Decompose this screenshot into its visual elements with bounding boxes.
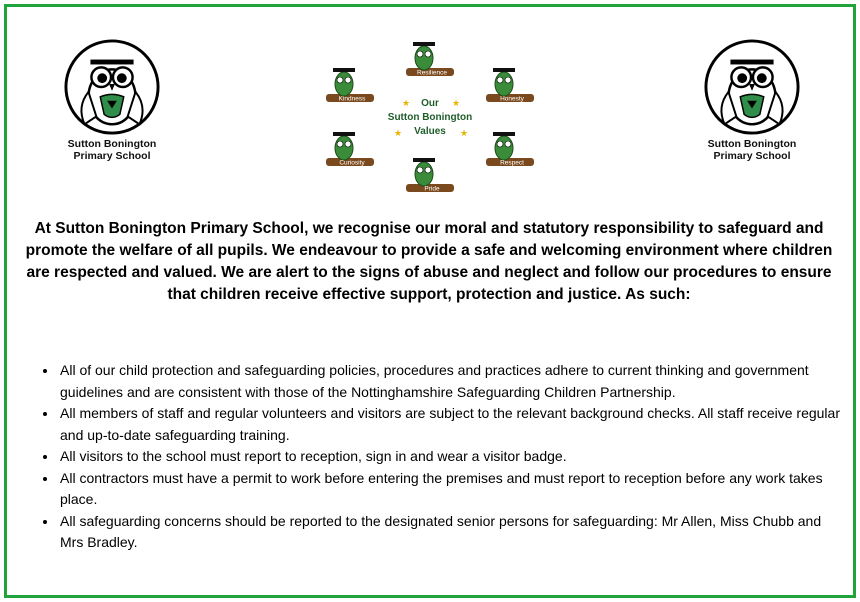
safeguarding-list-item: • All visitors to the school must report to reception, sign in and wear a visitor badge.: [58, 446, 848, 468]
star-icon: ★: [460, 128, 469, 138]
owl-icon: [335, 72, 353, 96]
graduation-cap-icon: [493, 68, 515, 72]
values-title-line-2: Sutton Bonington: [387, 112, 473, 123]
safeguarding-list-item: • All members of staff and regular volunteers and visitors are subject to the relevant background checks. All staff receive regular and up-to-date safeguarding training.: [58, 403, 848, 446]
school-logo-right: [672, 38, 832, 162]
graduation-cap-icon: [333, 68, 355, 72]
school-values-graphic: [312, 36, 548, 196]
value-owl-curiosity: [326, 132, 374, 167]
value-label: Respect: [500, 159, 524, 167]
star-icon: ★: [402, 98, 411, 108]
star-icon: ★: [394, 128, 403, 138]
star-icon: ★: [452, 98, 461, 108]
owl-icon: [335, 136, 353, 160]
school-logo-left: [32, 38, 192, 162]
graduation-cap-icon: [493, 132, 515, 136]
value-label: Curiosity: [339, 159, 365, 167]
school-name: Sutton Bonington Primary School: [67, 138, 157, 162]
safeguarding-list-item: • All contractors must have a permit to work before entering the premises and must report to reception before any work takes place.: [58, 468, 848, 511]
graduation-cap-icon: [413, 158, 435, 162]
value-owl-kindness: [326, 68, 374, 103]
safeguarding-statement: At Sutton Bonington Primary School, we recognise our moral and statutory responsibility to safeguard and promote the welfare of all pupils. We endeavour to provide a safe and welcoming environment where children are respected and valued. We are alert to the signs of abuse and neglect and follow our procedures to ensure that children receive effective support, protection and justice. As such:: [25, 220, 833, 303]
value-owl-honesty: [486, 68, 534, 103]
school-name: Sutton Bonington Primary School: [707, 138, 797, 162]
graduation-cap-icon: [333, 132, 355, 136]
safeguarding-list-item: • All of our child protection and safeguarding policies, procedures and practices adhere to current thinking and government guidelines and are consistent with those of the Nottinghamshire Safeguarding Children Partnership.: [58, 360, 848, 403]
owl-logo-icon: [63, 38, 161, 136]
value-owl-resilience: [406, 42, 454, 77]
owl-icon: [415, 46, 433, 70]
owl-icon: [495, 136, 513, 160]
value-label: Pride: [424, 185, 440, 193]
safeguarding-list-item: • All safeguarding concerns should be reported to the designated senior persons for safeguarding: Mr Allen, Miss Chubb and Mrs Bradley.: [58, 511, 848, 554]
value-label: Honesty: [500, 95, 524, 103]
value-owl-respect: [486, 132, 534, 167]
values-title-line-3: Values: [414, 126, 446, 137]
owl-icon: [415, 162, 433, 186]
value-label: Kindness: [338, 95, 366, 103]
safeguarding-list: [38, 360, 848, 554]
values-title-line-1: Our: [421, 98, 439, 109]
owl-icon: [495, 72, 513, 96]
value-label: Resilience: [417, 69, 447, 77]
owl-logo-icon: [703, 38, 801, 136]
value-owl-pride: [406, 158, 454, 193]
graduation-cap-icon: [413, 42, 435, 46]
